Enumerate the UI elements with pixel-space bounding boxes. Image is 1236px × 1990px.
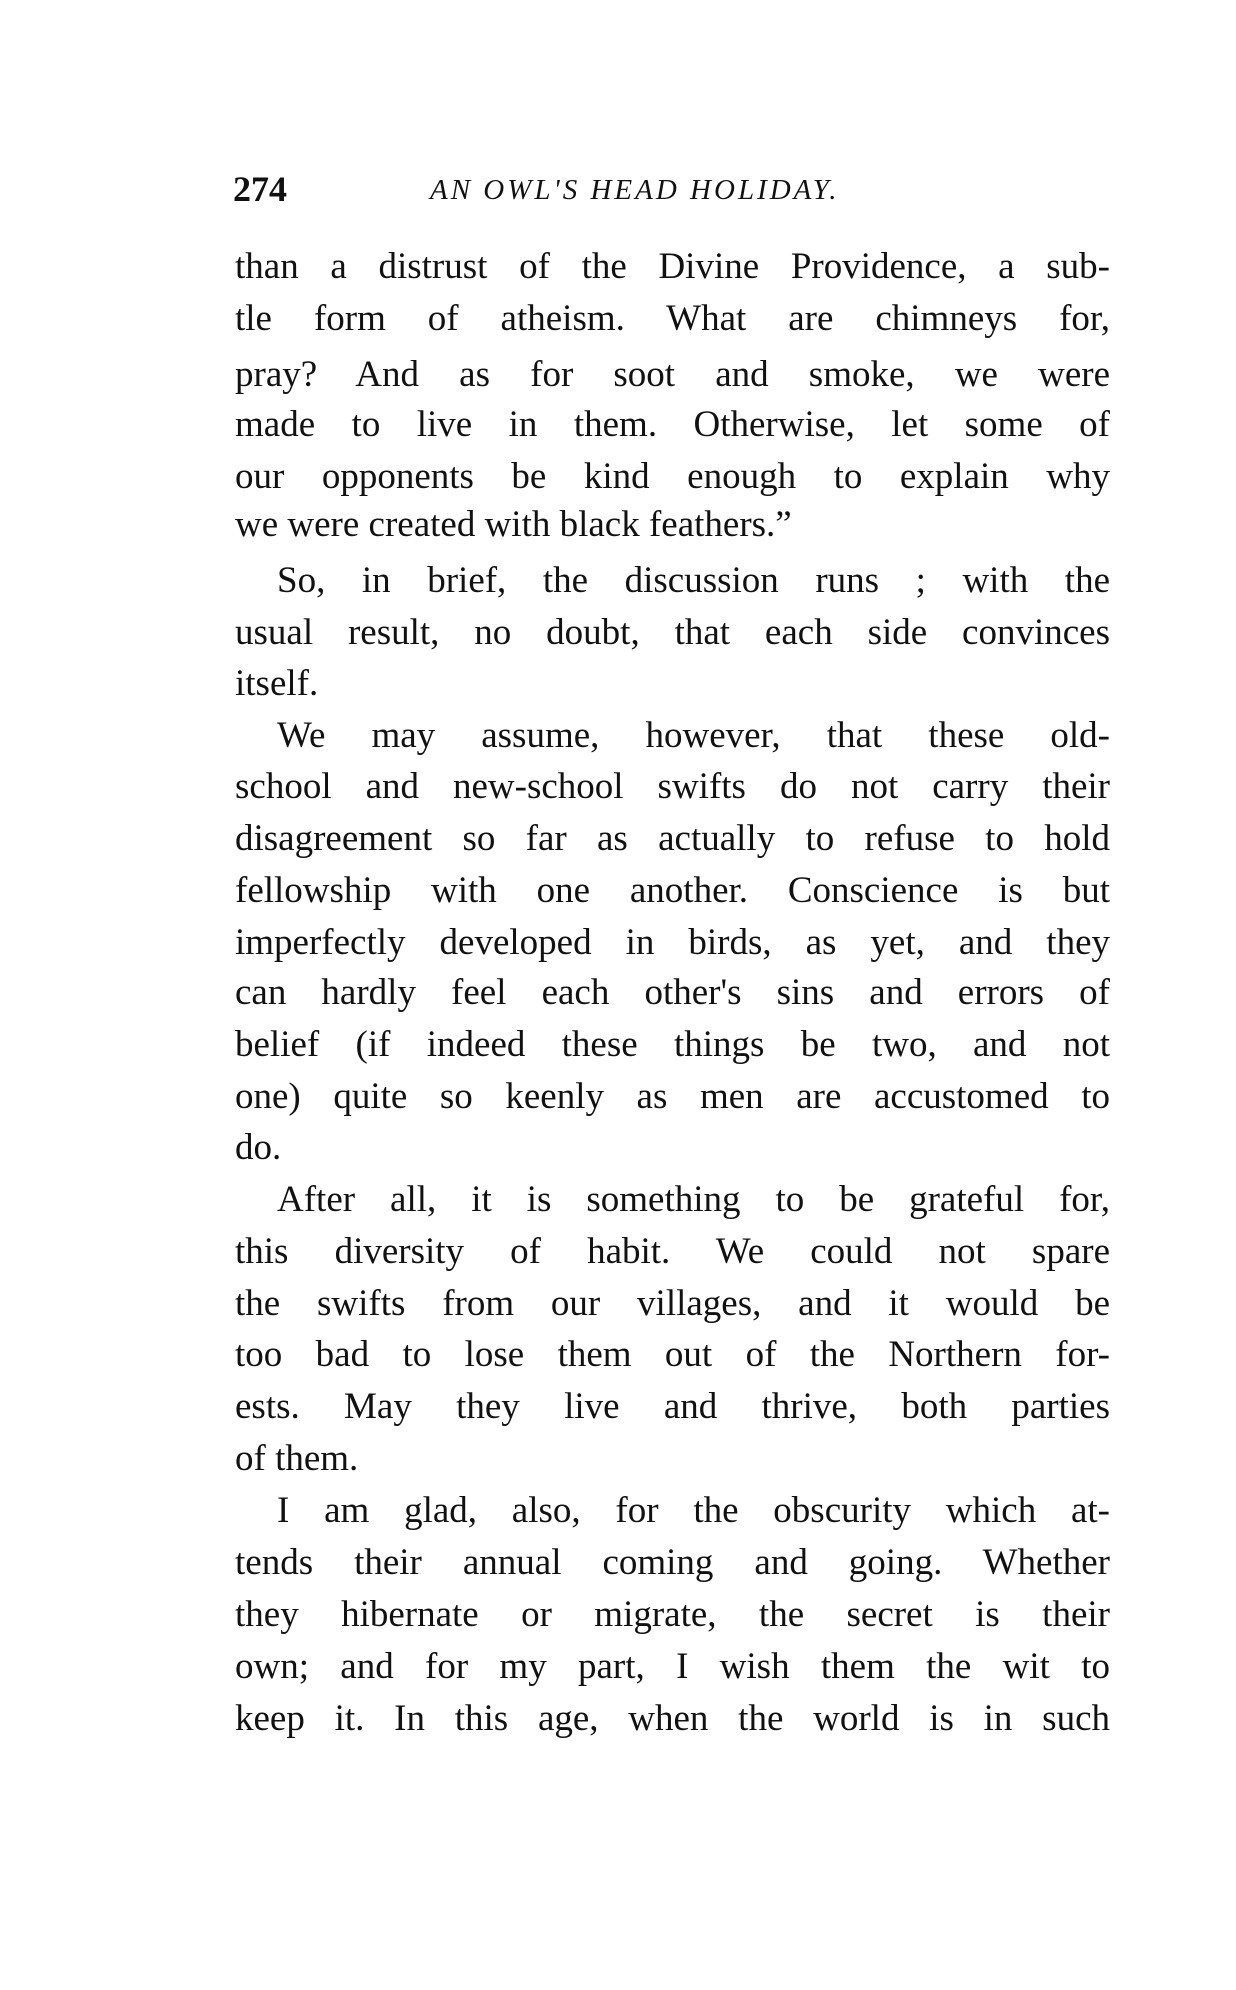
text-line: belief (if indeed these things be two, and not [235,1024,1110,1065]
text-line: our opponents be kind enough to explain why [235,456,1110,497]
text-line: fellowship with one another. Conscience is but [235,870,1110,911]
text-line: I am glad, also, for the obscurity which at- [277,1490,1110,1531]
text-line: school and new-school swifts do not carry their [235,766,1110,807]
text-line: tle form of atheism. What are chimneys for, [235,298,1110,339]
text-line: they hibernate or migrate, the secret is their [235,1594,1110,1635]
text-line: disagreement so far as actually to refuse to hold [235,818,1110,859]
text-line: keep it. In this age, when the world is in such [235,1698,1110,1739]
text-line: than a distrust of the Divine Providence, a sub- [235,246,1110,287]
text-line: of them. [235,1438,359,1479]
text-line: do. [235,1127,282,1168]
text-line: we were created with black feathers.” [235,504,792,545]
running-title: AN OWL'S HEAD HOLIDAY. [430,174,840,206]
text-line: We may assume, however, that these old- [277,715,1110,756]
text-line: one) quite so keenly as men are accustomed to [235,1076,1110,1117]
text-line: itself. [235,663,319,704]
text-line: So, in brief, the discussion runs ; with the [277,560,1110,601]
text-line: the swifts from our villages, and it would be [235,1283,1110,1324]
text-line: own; and for my part, I wish them the wit to [235,1646,1110,1687]
text-line: can hardly feel each other's sins and errors of [235,972,1110,1013]
text-line: tends their annual coming and going. Whether [235,1542,1110,1583]
text-line: ests. May they live and thrive, both parties [235,1386,1110,1427]
text-line: usual result, no doubt, that each side convinces [235,612,1110,653]
page-number: 274 [233,169,287,209]
text-line: imperfectly developed in birds, as yet, and they [235,922,1110,963]
text-line: made to live in them. Otherwise, let some of [235,404,1110,445]
text-line: After all, it is something to be grateful for, [277,1179,1110,1220]
text-line: pray? And as for soot and smoke, we were [235,354,1110,395]
text-line: too bad to lose them out of the Northern for- [235,1334,1110,1375]
text-line: this diversity of habit. We could not spare [235,1231,1110,1272]
